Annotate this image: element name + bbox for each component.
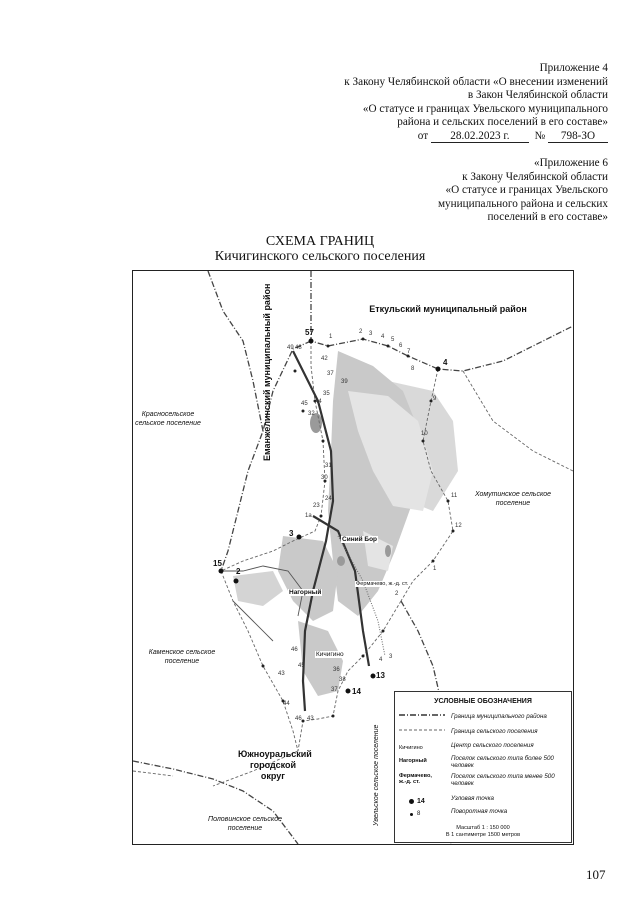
turn-point-label: 45 [298,663,305,669]
region-kamenskoe: Каменское сельское поселение [148,649,216,665]
turn-point-label: 7 [407,349,411,355]
turn-point-label: 11 [451,493,458,499]
turn-point-icon [410,813,413,816]
turn-point-label: 43 [307,716,314,722]
region-krasnoselskoe: Красносельское сельское поселение [135,411,201,427]
turn-point-label: 44 [283,701,290,707]
turn-point-label: 9 [433,396,437,402]
turn-point-label: 35 [323,391,330,397]
turn-point-label: 46 [291,647,298,653]
map-scale: Масштаб 1 : 150 000 В 1 сантиметре 1500 метров [445,825,521,838]
region-khomutinskoe: Хомутинское сельское поселение [474,491,552,507]
map-legend [394,691,572,843]
turn-point-label: 44 [315,399,322,405]
turn-point-label: 38 [339,677,346,683]
legend-item-settlement-boundary: Граница сельского поселения [399,727,567,741]
turn-point-label: 1 [329,334,333,340]
page-number: 107 [586,867,606,882]
law-date-number: от 28.02.2023 г. № 798-ЗО [344,130,608,144]
region-yuzhnouralsk: Южноуральский городской округ [238,749,312,781]
key-point-2: 2 [236,567,241,576]
turn-point-label: 6 [399,343,403,349]
turn-point-label: 30 [321,475,328,481]
region-uvelskoe: Увельское сельское поселение [373,724,380,826]
turn-point-label: 31 [325,463,332,469]
appendix-header-quoted: «Приложение 6 к Закону Челябинской области «О статусе и границах Увельского муниципального района и сельских поселений в его составе» [437,157,608,224]
turn-point-label: 37 [327,371,334,377]
settlement-kichigino: Кичигино [316,651,344,658]
legend-item-center: Кичигино Центр сельского поселения [399,742,534,751]
law-date: 28.02.2023 г. [431,131,529,143]
scheme-title: СХЕМА ГРАНИЦ [265,234,375,249]
legend-item-turn-point: 8 Поворотная точка [399,807,567,821]
turn-point-label: 2 [395,591,399,597]
turn-point-label: 10 [421,431,428,437]
key-point-57: 57 [305,328,314,337]
scheme-subtitle: Кичигинского сельского поселения [214,249,426,264]
key-point-13: 13 [376,671,385,680]
turn-point-label: 4 [379,657,383,663]
region-polovinskoe: Половинское сельское поселение [208,816,282,832]
key-point-14: 14 [352,687,361,696]
turn-point-label: 37 [331,687,338,693]
turn-point-label: 32 [308,411,315,417]
turn-point-label: 48 [295,345,302,351]
turn-point-label: 24 [325,496,332,502]
turn-point-label: 46 [295,716,302,722]
turn-point-label: 42 [321,356,328,362]
turn-point-label: 4 [381,334,385,340]
nodal-point-icon [409,799,414,804]
district-boundary-line-icon [399,712,445,718]
turn-point-label: 36 [333,667,340,673]
key-point-4: 4 [443,358,448,367]
turn-point-label: 43 [278,671,285,677]
turn-point-label: 8 [411,366,415,372]
turn-point-label: 1а [305,513,312,519]
key-point-3: 3 [289,529,294,538]
appendix-header: Приложение 4 к Закону Челябинской области «О внесении изменений в Закон Челябинской области «О статусе и границах Увельского муниципального района и сельских поселений в его составе» от 28.02.2023 г. № 798-ЗО [344,62,608,142]
legend-item-small-settlement: Фермачево, ж.-д. ст. Поселок сельского типа менее 500 человек [399,773,555,787]
turn-point-label: 5 [391,337,395,343]
boundary-map [132,270,574,845]
turn-point-label: 1 [433,566,437,572]
turn-point-label: 23 [313,503,320,509]
region-etkul: Еткульский муниципальный район [369,304,527,314]
settlement-siniy-bor: Синий Бор [342,536,378,543]
key-point-15: 15 [213,559,222,568]
legend-title: УСЛОВНЫЕ ОБОЗНАЧЕНИЯ [434,698,532,705]
settlement-boundary-line-icon [399,727,445,733]
turn-point-label: 3 [389,654,393,660]
legend-item-large-settlement: Нагорный Поселок сельского типа более 500 человек [399,755,554,769]
legend-item-nodal-point: 14 Узловая точка [399,794,567,808]
turn-point-label: 3 [369,331,373,337]
turn-point-label: 39 [341,379,348,385]
region-emanzhelinsk: Еманжелинский муниципальный район [262,283,272,461]
turn-point-label: 2 [359,329,363,335]
law-number: 798-ЗО [548,131,608,143]
settlement-fermachevo: Фермачево, ж.-д. ст. [356,581,409,587]
settlement-nagorny: Нагорный [289,589,322,596]
legend-item-district-boundary: Граница муниципального района [399,712,567,726]
turn-point-label: 49 [287,345,294,351]
turn-point-label: 12 [455,523,462,529]
turn-point-label: 45 [301,401,308,407]
